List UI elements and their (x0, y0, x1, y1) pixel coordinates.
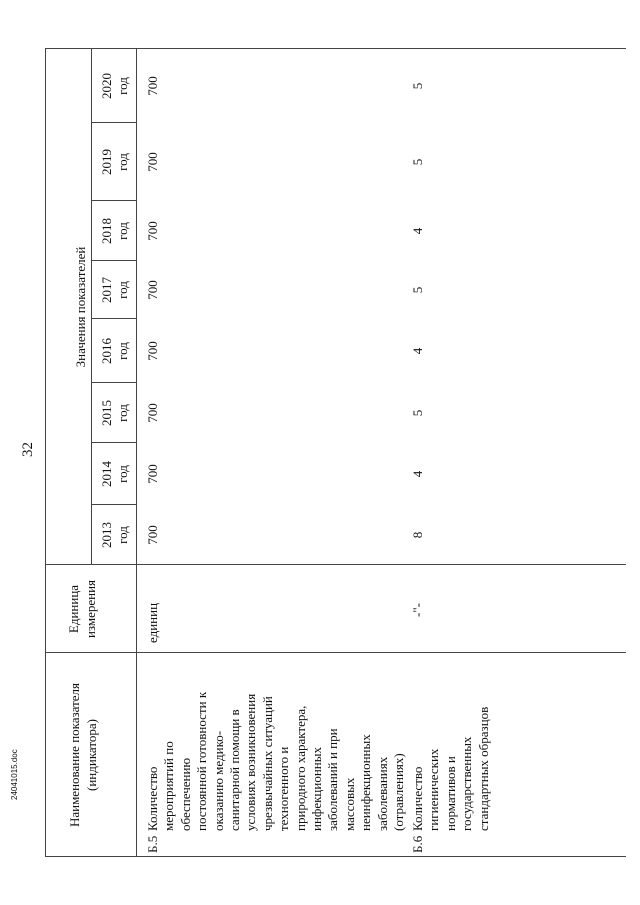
header-year-2015: 2015 (99, 400, 114, 426)
value-2019-b5: 700 (145, 152, 160, 172)
page-number: 32 (20, 442, 36, 457)
header-year-2020: 2020 (99, 73, 114, 99)
header-values-title: Значения показателей (73, 246, 88, 368)
header-year-suffix: год (115, 342, 130, 360)
row-name-line: Количество (410, 766, 425, 831)
header-year-2017: 2017 (99, 277, 114, 303)
header-unit-line1: Единица (66, 584, 81, 634)
row-name-line: оказанию медико- (210, 730, 226, 831)
header-unit-line2: измерения (83, 579, 98, 639)
value-2017-b5: 700 (145, 280, 160, 300)
value-2018-b6: 4 (410, 227, 425, 235)
row-unit-b5: единиц (145, 602, 160, 643)
row-name-line: государственных (459, 736, 475, 831)
row-name-b5 (145, 692, 408, 831)
column-divider-unit (45, 564, 626, 565)
header-year-2018: 2018 (99, 218, 114, 244)
row-name-line: гигиенических (426, 748, 442, 831)
table-border-top (45, 49, 46, 857)
header-year-2013: 2013 (99, 522, 114, 548)
values-header-divider (91, 49, 92, 565)
row-name-line: природного характера, (292, 705, 308, 831)
header-year-suffix: год (115, 526, 130, 544)
header-year-2016: 2016 (99, 338, 114, 364)
row-code-b5: Б.5 (145, 835, 160, 853)
row-code-b6: Б.6 (410, 835, 425, 853)
row-name-line: инфекционных (309, 747, 325, 831)
row-name-line: нормативов и (442, 756, 458, 831)
table-border-left (45, 856, 626, 857)
row-name-line: техногенного и (276, 746, 292, 831)
value-2014-b6: 4 (410, 470, 425, 478)
row-name-line: массовых (341, 777, 357, 831)
value-2015-b5: 700 (145, 403, 160, 423)
table-border-right (45, 48, 626, 49)
header-year-suffix: год (115, 404, 130, 422)
value-2016-b6: 4 (410, 347, 425, 355)
header-year-2014: 2014 (99, 461, 114, 487)
column-divider-name (45, 652, 626, 653)
row-name-line: мероприятий по (161, 741, 177, 831)
value-2020-b5: 700 (145, 76, 160, 96)
header-year-suffix: год (115, 77, 130, 95)
header-year-suffix: год (115, 465, 130, 483)
value-2017-b6: 5 (410, 286, 425, 294)
row-name-line: условиях возникновения (243, 693, 259, 831)
value-2014-b5: 700 (145, 464, 160, 484)
value-2013-b6: 8 (410, 531, 425, 539)
header-name-line2: (индикатора) (84, 719, 99, 791)
row-name-line: стандартных образцов (475, 706, 491, 831)
row-name-line: неинфекционных (358, 734, 374, 831)
value-2016-b5: 700 (145, 341, 160, 361)
row-name-b6 (410, 707, 492, 831)
row-name-line: санитарной помощи в (227, 709, 243, 831)
header-bottom-line (136, 49, 137, 857)
value-2018-b5: 700 (145, 221, 160, 241)
row-name-line: обеспечению (177, 757, 193, 831)
row-unit-b6: -"- (410, 603, 425, 617)
row-name-line: заболеваниях (374, 756, 390, 831)
value-2019-b6: 5 (410, 158, 425, 166)
value-2013-b5: 700 (145, 525, 160, 545)
row-name-line: постоянной готовности к (194, 691, 210, 831)
footer-filename: 24041015.doc (10, 749, 19, 800)
row-name-line: (отравлениях) (391, 753, 407, 831)
row-name-line: Количество (145, 766, 160, 831)
row-name-line: заболеваний и при (325, 728, 341, 831)
value-2020-b6: 5 (410, 82, 425, 90)
header-year-2019: 2019 (99, 149, 114, 175)
value-2015-b6: 5 (410, 409, 425, 417)
header-year-suffix: год (115, 281, 130, 299)
header-year-suffix: год (115, 153, 130, 171)
header-year-suffix: год (115, 222, 130, 240)
row-name-line: чрезвычайных ситуаций (259, 696, 275, 831)
header-name-line1: Наименование показателя (67, 682, 82, 828)
